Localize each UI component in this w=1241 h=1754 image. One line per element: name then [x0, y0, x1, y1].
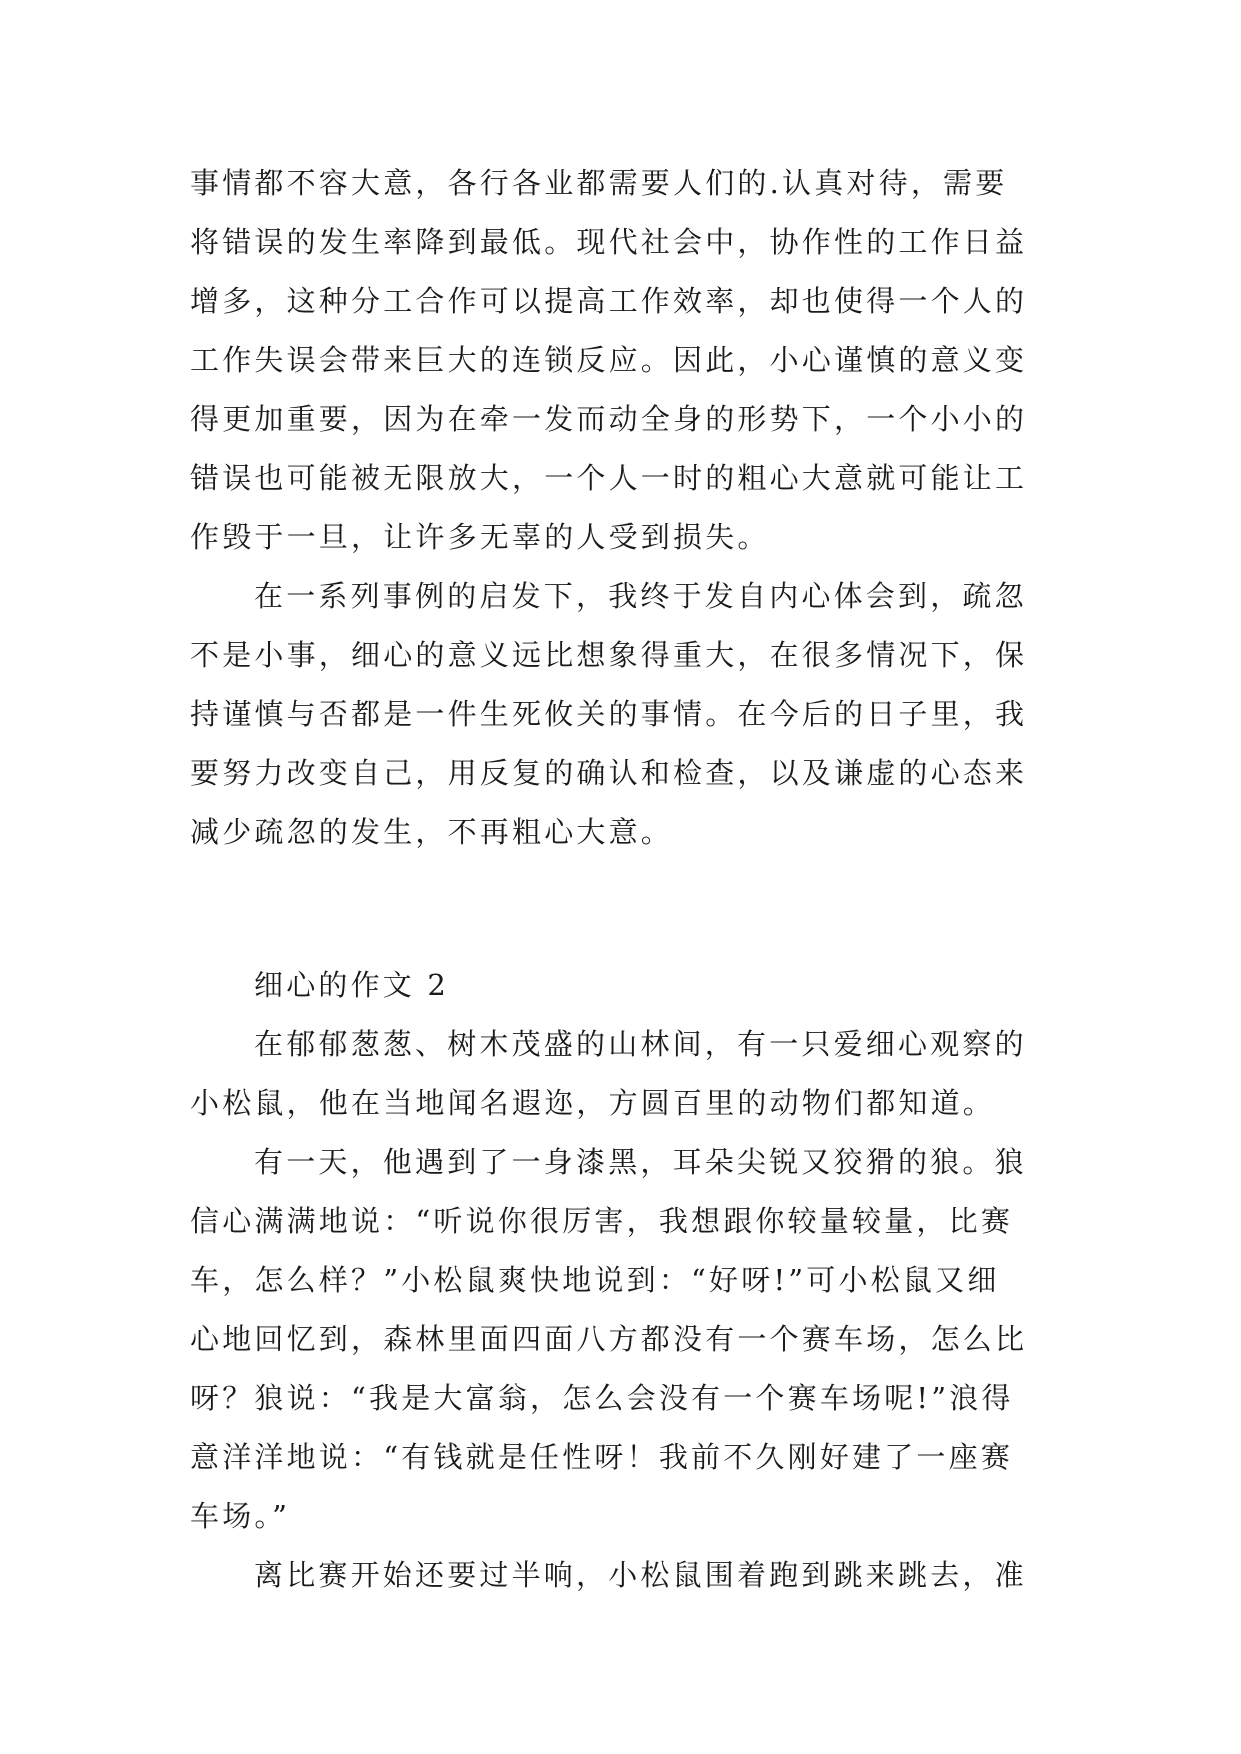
- text-line: 车，怎么样？”小松鼠爽快地说到：“好呀!”可小松鼠又细: [190, 1263, 1000, 1297]
- essay-heading: 细心的作文 2: [254, 968, 450, 1002]
- text-line: 错误也可能被无限放大，一个人一时的粗心大意就可能让工: [190, 461, 1028, 495]
- text-line: 持谨慎与否都是一件生死攸关的事情。在今后的日子里，我: [190, 697, 1028, 731]
- text-line: 车场。”: [190, 1499, 291, 1533]
- text-line: 减少疏忽的发生，不再粗心大意。: [190, 815, 674, 849]
- paragraph: [190, 1133, 1060, 1546]
- text-line: 工作失误会带来巨大的连锁反应。因此，小心谨慎的意义变: [190, 343, 1028, 377]
- paragraph-spacer: [190, 862, 1060, 956]
- text-line: 心地回忆到，森林里面四面八方都没有一个赛车场，怎么比: [190, 1322, 1028, 1356]
- paragraph: [190, 1546, 1060, 1605]
- text-line: 在郁郁葱葱、树木茂盛的山林间，有一只爱细心观察的: [254, 1027, 1027, 1061]
- text-line: 呀？狼说：“我是大富翁，怎么会没有一个赛车场呢!”浪得: [190, 1381, 1014, 1415]
- paragraph: [190, 567, 1060, 862]
- text-line: 小松鼠，他在当地闻名遐迩，方圆百里的动物们都知道。: [190, 1086, 996, 1120]
- text-line: 增多，这种分工合作可以提高工作效率，却也使得一个人的: [190, 284, 1028, 318]
- text-line: 要努力改变自己，用反复的确认和检查，以及谦虚的心态来: [190, 756, 1028, 790]
- text-line: 不是小事，细心的意义远比想象得重大，在很多情况下，保: [190, 638, 1028, 672]
- text-line: 事情都不容大意，各行各业都需要人们的.认真对待，需要: [190, 166, 1008, 200]
- text-line: 离比赛开始还要过半响，小松鼠围着跑到跳来跳去，准: [254, 1558, 1027, 1592]
- text-line: 作毁于一旦，让许多无辜的人受到损失。: [190, 520, 770, 554]
- text-line: 在一系列事例的启发下，我终于发自内心体会到，疏忽: [254, 579, 1027, 613]
- text-line: 将错误的发生率降到最低。现代社会中，协作性的工作日益: [190, 225, 1028, 259]
- text-line: 得更加重要，因为在牵一发而动全身的形势下，一个小小的: [190, 402, 1028, 436]
- paragraph: [190, 154, 1060, 567]
- text-line: 信心满满地说：“听说你很厉害，我想跟你较量较量，比赛: [190, 1204, 1014, 1238]
- text-line: 有一天，他遇到了一身漆黑，耳朵尖锐又狡猾的狼。狼: [254, 1145, 1027, 1179]
- document-body: [190, 154, 1060, 1605]
- text-line: 意洋洋地说：“有钱就是任性呀！我前不久刚好建了一座赛: [190, 1440, 1014, 1474]
- paragraph: [190, 1015, 1060, 1133]
